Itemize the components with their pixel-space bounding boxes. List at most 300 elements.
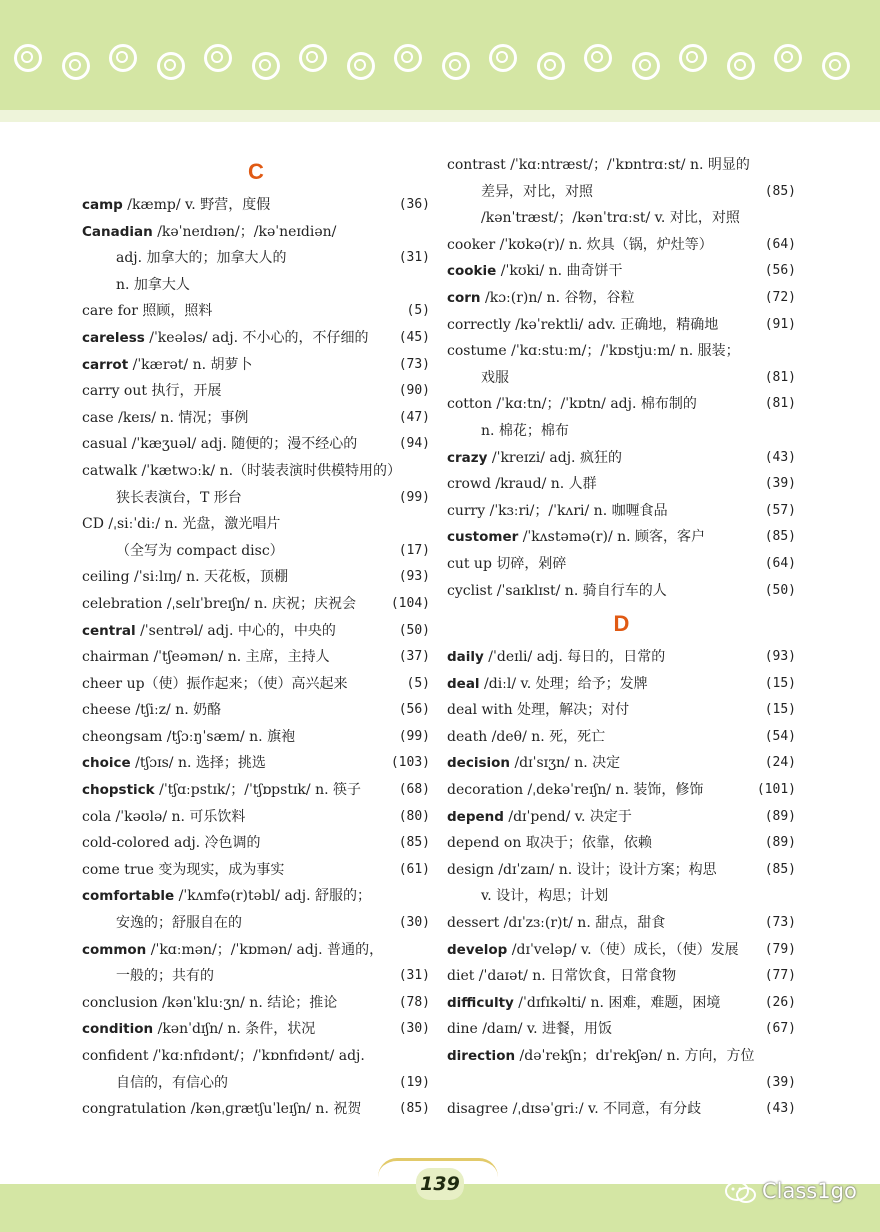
entry-list-d xyxy=(447,644,796,1123)
page-ref: (24) xyxy=(764,755,796,771)
entry-line xyxy=(447,724,796,751)
entry-line xyxy=(82,830,430,857)
headword: direction xyxy=(447,1048,516,1064)
page-ref: (85) xyxy=(764,529,796,545)
entry-text xyxy=(82,883,371,910)
headword: corn xyxy=(447,289,481,306)
page-ref: (89) xyxy=(764,808,796,824)
entry-definition: /ˈkreɪzi/ adj. 疯狂的 xyxy=(487,449,622,466)
entry-definition: death /deθ/ n. 死，死亡 xyxy=(447,728,606,745)
entry-text xyxy=(447,445,622,472)
entry-definition: care for 照顾，照料 xyxy=(82,303,213,320)
entry-line xyxy=(447,312,796,339)
entry-definition: decoration /ˌdekəˈreɪʃn/ n. 装饰，修饰 xyxy=(447,782,704,799)
page-ref: (43) xyxy=(764,1101,796,1117)
page-ref: (77) xyxy=(764,968,796,984)
entry-line xyxy=(82,618,430,645)
page-ref: (5) xyxy=(406,675,430,691)
entry-text xyxy=(447,391,697,418)
entry-text xyxy=(447,312,718,339)
entry-text xyxy=(447,830,652,857)
headword: central xyxy=(82,622,136,639)
entry-line xyxy=(447,551,796,578)
entry-definition: depend on 取决于；依靠，依赖 xyxy=(447,835,652,852)
page-ref: (26) xyxy=(764,994,796,1010)
entry-text xyxy=(447,804,632,831)
entry-text xyxy=(481,205,740,232)
headword: Canadian xyxy=(82,223,153,240)
page-ref: (56) xyxy=(764,263,796,279)
entry-text xyxy=(447,578,667,605)
page-ref: (93) xyxy=(398,569,430,585)
entry-text xyxy=(82,804,245,831)
entry-line xyxy=(82,511,430,538)
entry-line xyxy=(447,1043,796,1070)
entry-line xyxy=(82,990,430,1017)
entry-text xyxy=(82,1043,365,1070)
decorative-ring-icon xyxy=(727,52,755,80)
entry-definition: cut up 切碎，剁碎 xyxy=(447,555,567,572)
page-ref: (50) xyxy=(764,582,796,598)
entry-line xyxy=(82,1016,430,1043)
page-ref: (99) xyxy=(398,489,430,505)
headword: common xyxy=(82,941,147,958)
entry-line xyxy=(82,804,430,831)
entry-line xyxy=(447,883,796,910)
entry-line xyxy=(447,498,796,525)
entry-text xyxy=(447,750,620,777)
entry-definition: n. 加拿大人 xyxy=(116,276,190,293)
entry-line xyxy=(447,205,796,232)
entry-text xyxy=(481,179,593,206)
entry-definition: /kəˈneɪdɪən/；/kəˈneɪdiən/ xyxy=(152,223,337,240)
page-ref: (73) xyxy=(398,356,430,372)
entry-line xyxy=(82,724,430,751)
entry-text xyxy=(116,245,287,272)
entry-text xyxy=(82,644,330,671)
page-ref: (37) xyxy=(398,649,430,665)
entry-definition: n. 棉花；棉布 xyxy=(481,422,569,439)
entry-text xyxy=(447,152,750,179)
entry-definition: cheese /tʃiːz/ n. 奶酪 xyxy=(82,702,222,719)
entry-definition: conclusion /kənˈkluːʒn/ n. 结论；推论 xyxy=(82,994,338,1011)
entry-text xyxy=(447,857,717,884)
section-letter-c: C xyxy=(248,159,264,184)
page-ref: (93) xyxy=(764,649,796,665)
entry-line xyxy=(447,418,796,445)
decorative-ring-icon xyxy=(109,44,137,72)
entry-definition: /ˈdɪfɪkəlti/ n. 困难，难题，困境 xyxy=(513,994,721,1011)
entry-text xyxy=(82,325,369,352)
page-ref: (54) xyxy=(764,728,796,744)
entry-line xyxy=(82,963,430,990)
decorative-ring-icon xyxy=(157,52,185,80)
entry-definition: /ˈkeələs/ adj. 不小心的，不仔细的 xyxy=(144,329,369,346)
entry-text xyxy=(447,644,665,671)
entry-definition: 戏服 xyxy=(481,369,509,386)
entry-text xyxy=(447,258,623,285)
entry-line xyxy=(447,1016,796,1043)
entry-line xyxy=(82,910,430,937)
decorative-ring-icon xyxy=(442,52,470,80)
entry-text xyxy=(82,219,336,246)
entry-text xyxy=(82,1096,361,1123)
decorative-ring-icon xyxy=(204,44,232,72)
right-column xyxy=(447,152,796,1123)
entry-line xyxy=(447,937,796,964)
headword: condition xyxy=(82,1021,154,1038)
wechat-icon xyxy=(724,1180,758,1204)
entry-line xyxy=(447,258,796,285)
decorative-ring-icon xyxy=(537,52,565,80)
page-ref: (89) xyxy=(764,835,796,851)
entry-line xyxy=(447,445,796,472)
entry-definition: （全写为 compact disc） xyxy=(116,542,284,559)
entry-line xyxy=(82,564,430,591)
entry-definition: correctly /kəˈrektli/ adv. 正确地，精确地 xyxy=(447,316,719,333)
decorative-ring-icon xyxy=(774,44,802,72)
entry-definition: chairman /ˈtʃeəmən/ n. 主席，主持人 xyxy=(82,649,330,666)
page-ref: (45) xyxy=(398,329,430,345)
entry-line xyxy=(82,644,430,671)
entry-definition: costume /ˈkɑːstuːm/；/ˈkɒstjuːm/ n. 服装； xyxy=(447,343,740,360)
entry-text xyxy=(82,511,280,538)
page-ref: (30) xyxy=(398,915,430,931)
entry-definition: 狭长表演台，T 形台 xyxy=(116,489,242,506)
page-ref: (78) xyxy=(398,994,430,1010)
entry-text xyxy=(116,1070,228,1097)
entry-text xyxy=(116,538,284,565)
page-ref: (85) xyxy=(764,861,796,877)
entry-line xyxy=(447,777,796,804)
decorative-ring-icon xyxy=(252,52,280,80)
headword: carrot xyxy=(82,356,129,373)
decorative-ring-icon xyxy=(347,52,375,80)
entry-definition: curry /ˈkɜːri/；/ˈkʌri/ n. 咖喱食品 xyxy=(447,502,668,519)
entry-line xyxy=(82,538,430,565)
entry-text xyxy=(116,272,190,299)
entry-line xyxy=(82,697,430,724)
decorative-ring-icon xyxy=(14,44,42,72)
entry-definition: /dəˈrekʃn；dɪˈrekʃən/ n. 方向，方位 xyxy=(515,1048,755,1064)
entry-line xyxy=(82,352,430,379)
decorative-ring-icon xyxy=(489,44,517,72)
page-ref: (39) xyxy=(764,1074,796,1090)
entry-line xyxy=(447,338,796,365)
entry-definition: /dɪˈsɪʒn/ n. 决定 xyxy=(510,755,621,772)
entry-definition: case /keɪs/ n. 情况；事例 xyxy=(82,409,249,426)
entry-definition: /diːl/ v. 处理；给予；发牌 xyxy=(479,675,648,692)
entry-line xyxy=(82,192,430,219)
entry-definition: /kənˈdɪʃn/ n. 条件，状况 xyxy=(153,1021,316,1038)
page-ref: (15) xyxy=(764,702,796,718)
entry-text xyxy=(447,990,720,1017)
page-ref: (67) xyxy=(764,1021,796,1037)
entry-text xyxy=(481,365,509,392)
page-ref: (50) xyxy=(398,622,430,638)
entry-definition: confident /ˈkɑːnfɪdənt/；/ˈkɒnfɪdənt/ adj. xyxy=(82,1048,365,1064)
entry-line xyxy=(82,485,430,512)
entry-definition: /ˈtʃɑːpstɪk/；/ˈtʃɒpstɪk/ n. 筷子 xyxy=(154,782,361,799)
entry-text xyxy=(447,963,676,990)
page-ref: (81) xyxy=(764,369,796,385)
entry-line xyxy=(447,750,796,777)
entry-text xyxy=(481,883,608,910)
entry-definition: diet /ˈdaɪət/ n. 日常饮食，日常食物 xyxy=(447,968,677,985)
entry-text xyxy=(447,1043,755,1070)
entry-definition: contrast /ˈkɑːntræst/；/ˈkɒntrɑːst/ n. 明显的 xyxy=(447,157,750,173)
decorative-ring-icon xyxy=(632,52,660,80)
page-ref: (31) xyxy=(398,968,430,984)
entry-line xyxy=(447,830,796,857)
entry-definition: casual /ˈkæʒuəl/ adj. 随便的；漫不经心的 xyxy=(82,436,358,453)
page-ref: (64) xyxy=(764,236,796,252)
entry-line xyxy=(82,272,430,299)
page-ref: (85) xyxy=(398,1101,430,1117)
entry-definition: /ˈdeɪli/ adj. 每日的，日常的 xyxy=(483,649,666,666)
entry-text xyxy=(82,724,295,751)
page-ref: (5) xyxy=(406,303,430,319)
entry-definition: v. 设计，构思；计划 xyxy=(481,888,609,905)
headword: chopstick xyxy=(82,782,155,799)
decorative-ring-icon xyxy=(822,52,850,80)
watermark: Class1go xyxy=(762,1179,857,1203)
entry-definition: /ˈkʊki/ n. 曲奇饼干 xyxy=(496,263,623,280)
entry-line xyxy=(82,883,430,910)
entry-definition: /ˈkʌstəmə(r)/ n. 顾客，客户 xyxy=(518,529,706,546)
entry-line xyxy=(447,857,796,884)
entry-text xyxy=(82,192,270,219)
entry-definition: /ˈkʌmfə(r)təbl/ adj. 舒服的； xyxy=(174,888,372,905)
entry-line xyxy=(82,937,430,964)
entry-text xyxy=(82,990,337,1017)
page-ref: (17) xyxy=(398,542,430,558)
page-ref: (39) xyxy=(764,476,796,492)
entry-definition: /ˈkɑːmən/；/ˈkɒmən/ adj. 普通的， xyxy=(146,941,384,958)
entry-line xyxy=(82,1043,430,1070)
page-ref: (19) xyxy=(398,1074,430,1090)
decorative-ring-icon xyxy=(62,52,90,80)
entry-text xyxy=(82,564,288,591)
entry-text xyxy=(82,591,356,618)
page-ref: (91) xyxy=(764,316,796,332)
entry-text xyxy=(447,524,705,551)
entry-text xyxy=(82,378,221,405)
entry-text xyxy=(447,937,739,964)
entry-definition: cheongsam /tʃɔːŋˈsæm/ n. 旗袍 xyxy=(82,728,296,745)
headword: comfortable xyxy=(82,888,175,905)
entry-definition: 差异，对比，对照 xyxy=(481,183,593,200)
entry-definition: adj. 加拿大的；加拿大人的 xyxy=(116,250,287,267)
entry-line xyxy=(447,963,796,990)
entry-definition: dine /daɪn/ v. 进餐，用饭 xyxy=(447,1021,613,1038)
entry-text xyxy=(447,910,665,937)
page-number: 139 xyxy=(416,1168,464,1200)
entry-definition: cotton /ˈkɑːtn/；/ˈkɒtn/ adj. 棉布制的 xyxy=(447,396,697,413)
entry-definition: cooker /ˈkʊkə(r)/ n. 炊具（锅，炉灶等） xyxy=(447,236,713,253)
entry-line xyxy=(447,990,796,1017)
entry-line xyxy=(447,578,796,605)
entry-line xyxy=(447,1096,796,1123)
entry-definition: cola /ˈkəʊlə/ n. 可乐饮料 xyxy=(82,808,246,825)
entry-definition: /kɔː(r)n/ n. 谷物，谷粒 xyxy=(480,289,635,306)
entry-line xyxy=(447,152,796,179)
entry-definition: /dɪˈveləp/ v.（使）成长，（使）发展 xyxy=(507,941,739,958)
entry-text xyxy=(447,551,566,578)
entry-text xyxy=(447,471,597,498)
entry-line xyxy=(447,697,796,724)
entry-text xyxy=(447,498,668,525)
entry-line xyxy=(82,1070,430,1097)
decorative-ring-icon xyxy=(584,44,612,72)
entry-text xyxy=(82,1016,315,1043)
entry-line xyxy=(82,777,430,804)
left-column xyxy=(82,152,430,1123)
headword: crazy xyxy=(447,449,488,466)
entry-text xyxy=(82,458,401,485)
entry-definition: ceiling /ˈsiːlɪŋ/ n. 天花板，顶棚 xyxy=(82,569,288,586)
entry-text xyxy=(447,697,629,724)
entry-definition: disagree /ˌdɪsəˈɡriː/ v. 不同意，有分歧 xyxy=(447,1101,702,1118)
page-ref: (57) xyxy=(764,502,796,518)
entry-list-c xyxy=(82,192,430,1123)
entry-definition: /kæmp/ v. 野营，度假 xyxy=(122,197,271,213)
page-ref: (99) xyxy=(398,728,430,744)
entry-line xyxy=(447,285,796,312)
headword: camp xyxy=(82,197,123,213)
page-ref: (43) xyxy=(764,449,796,465)
entry-text xyxy=(82,405,248,432)
page-ref: (103) xyxy=(390,755,430,771)
entry-definition: CD /ˌsiːˈdiː/ n. 光盘，激光唱片 xyxy=(82,516,281,533)
entry-text xyxy=(447,285,634,312)
entry-text xyxy=(447,724,605,751)
page-ref: (79) xyxy=(764,941,796,957)
entry-line xyxy=(82,245,430,272)
entry-line xyxy=(82,378,430,405)
page-ref: (85) xyxy=(398,835,430,851)
page-ref: (31) xyxy=(398,250,430,266)
entry-text xyxy=(82,937,383,964)
entry-text xyxy=(82,830,261,857)
entry-line xyxy=(447,232,796,259)
entry-text xyxy=(447,1016,612,1043)
page-ref: (56) xyxy=(398,702,430,718)
page-ref: (101) xyxy=(756,782,796,798)
entry-line xyxy=(447,179,796,206)
entry-line xyxy=(82,671,430,698)
entry-definition: 自信的，有信心的 xyxy=(116,1074,228,1091)
entry-text xyxy=(82,431,357,458)
entry-text xyxy=(82,777,361,804)
entry-definition: /ˈkærət/ n. 胡萝卜 xyxy=(128,356,253,373)
entry-line xyxy=(82,1096,430,1123)
page-ref: (64) xyxy=(764,555,796,571)
headword: deal xyxy=(447,675,480,692)
headword: develop xyxy=(447,941,508,958)
entry-definition: 安逸的；舒服自在的 xyxy=(116,915,242,932)
page-ref: (85) xyxy=(764,183,796,199)
page-ref: (90) xyxy=(398,383,430,399)
entry-text xyxy=(82,857,284,884)
entry-line xyxy=(447,524,796,551)
entry-definition: /dɪˈpend/ v. 决定于 xyxy=(503,808,632,825)
entry-definition: come true 变为现实，成为事实 xyxy=(82,861,285,878)
entry-text xyxy=(116,910,242,937)
entry-text xyxy=(447,338,740,365)
entry-line xyxy=(447,804,796,831)
page-ref: (81) xyxy=(764,396,796,412)
page-ref: (104) xyxy=(390,595,430,611)
page-ref: (72) xyxy=(764,289,796,305)
headword: decision xyxy=(447,755,510,772)
entry-line xyxy=(447,391,796,418)
page-ref: (15) xyxy=(764,675,796,691)
entry-definition: 一般的；共有的 xyxy=(116,968,214,985)
entry-line xyxy=(82,857,430,884)
entry-line xyxy=(82,219,430,246)
entry-text xyxy=(447,1096,701,1123)
entry-line xyxy=(447,644,796,671)
entry-definition: cyclist /ˈsaɪklɪst/ n. 骑自行车的人 xyxy=(447,582,667,599)
entry-text xyxy=(481,418,569,445)
entry-line xyxy=(447,471,796,498)
entry-definition: /ˈsentrəl/ adj. 中心的，中央的 xyxy=(135,622,336,639)
section-letter-d: D xyxy=(613,611,630,637)
entry-line xyxy=(447,365,796,392)
entry-definition: /kənˈtræst/；/kənˈtrɑːst/ v. 对比，对照 xyxy=(481,210,740,227)
page-ref: (80) xyxy=(398,808,430,824)
entry-line xyxy=(447,671,796,698)
headword: difficulty xyxy=(447,994,514,1011)
entry-text xyxy=(447,777,703,804)
entry-text xyxy=(447,671,648,698)
page-ref: (94) xyxy=(398,436,430,452)
headword: cookie xyxy=(447,263,497,280)
entry-list-c-continued xyxy=(447,152,796,604)
entry-text xyxy=(116,485,242,512)
header-strip xyxy=(0,110,880,122)
header-band xyxy=(0,0,880,110)
page-ref: (30) xyxy=(398,1021,430,1037)
headword: customer xyxy=(447,529,519,546)
entry-text xyxy=(82,298,212,325)
page-ref: (68) xyxy=(398,782,430,798)
entry-line xyxy=(82,458,430,485)
entry-definition: celebration /ˌselɪˈbreɪʃn/ n. 庆祝；庆祝会 xyxy=(82,595,357,612)
page-ref: (36) xyxy=(398,197,430,212)
entry-text xyxy=(82,697,221,724)
entry-definition: cold-colored adj. 冷色调的 xyxy=(82,835,261,852)
entry-line xyxy=(82,431,430,458)
page-ref: (47) xyxy=(398,409,430,425)
entry-definition: congratulation /kənˌɡrætʃuˈleɪʃn/ n. 祝贺 xyxy=(82,1101,362,1118)
headword: depend xyxy=(447,808,504,825)
entry-definition: carry out 执行，开展 xyxy=(82,383,222,400)
page-ref: (61) xyxy=(398,861,430,877)
entry-line xyxy=(82,298,430,325)
entry-text xyxy=(447,232,713,259)
entry-definition: cheer up（使）振作起来；（使）高兴起来 xyxy=(82,675,348,692)
entry-text xyxy=(82,750,266,777)
entry-text xyxy=(82,671,348,698)
entry-line xyxy=(82,405,430,432)
entry-text xyxy=(82,618,336,645)
decorative-ring-icon xyxy=(299,44,327,72)
entry-text xyxy=(82,352,253,379)
headword: careless xyxy=(82,329,145,346)
entry-line xyxy=(447,910,796,937)
